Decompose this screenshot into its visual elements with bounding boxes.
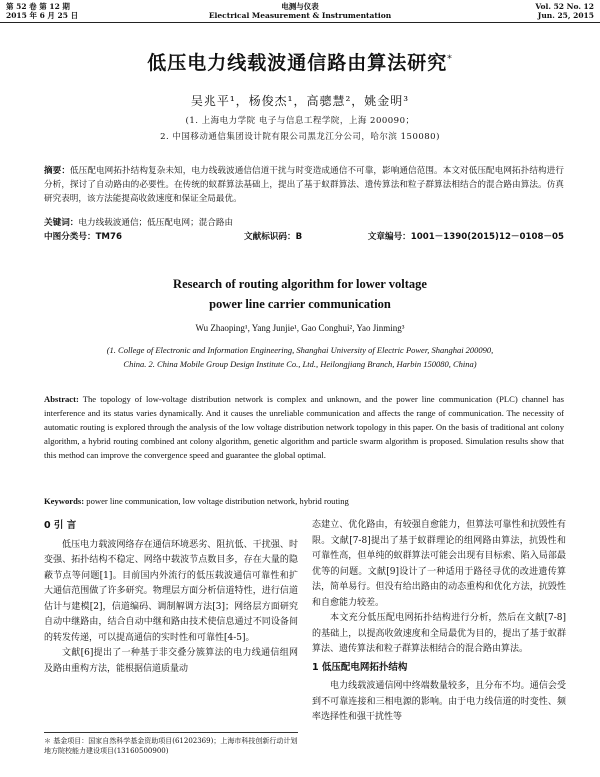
authors-cn: 吴兆平¹，杨俊杰¹，高骢慧²，姚金明³ [190,94,410,108]
journal-header [0,0,600,23]
abstract-en-text: The topology of low-voltage distribution network is complex and unknown, and the power line communication (PLC) channel has interference and its status varies dynamically. And it causes the unreliable communication and affects the range of communication. The necessity of automatic routing is explored through the analysis of the low voltage distribution network topology in this paper. On the basis of traditional ant colony algorithm, a hybrid routing combined ant colony algorithm, genetic algorithm and particle swarm algorithm is proposed. Simulation results show that this method can improve the convergence speed and guarantee the global optimal. [44,394,564,460]
abstract-cn-label: 摘要： [44,166,71,176]
body-paragraph: 态建立、优化路由，有较强自愈能力，但算法可靠性和抗毁性有限。文献[7-8]提出了基于蚁群理论的组网路由算法，抗毁性和可靠性高，但单纯的蚁群算法可能会出现有目标索、陷入局部最优等的问题。文献[9]设计了一种适用于路径寻优的改进遗传算法，简单易行。但没有给出路由的动态重构和优化方法，抗毁性和自愈能力较差。 [312,520,566,608]
body-paragraph: 文献[6]提出了一种基于非交叠分簇算法的电力线通信组网及路由重构方法，能根据信道质量动 [44,648,298,674]
document-code: 文献标识码：B [244,232,303,242]
body-column-left [44,518,298,677]
affiliation-cn-2: 2. 中国移动通信集团设计院有限公司黑龙江分公司，哈尔滨 150080) [160,132,440,142]
clc-number: 中图分类号：TM76 [44,232,122,242]
header-journal-en: Electrical Measurement & Instrumentation [208,11,392,20]
header-vol-en: Vol. 52 No. 12 [535,2,594,11]
section-heading-intro: 0 引 言 [44,520,77,531]
title-text: 低压电力线载波通信路由算法研究 [147,52,448,74]
keywords-en-label: Keywords: [44,496,85,506]
header-vol [535,2,594,20]
abstract-en [44,392,564,462]
paper-title-en [0,274,600,314]
body-paragraph: 本文充分低压配电网拓扑结构进行分析，然后在文献[7-8]的基础上，以提高收敛速度和全局最优为目的，提出了基于蚁群算法、遗传算法和粒子群算法相结合的混合路由算法。 [312,613,566,654]
body-paragraph: 电力线载波通信网中终端数量较多，且分布不均。通信会受到不可靠连接和三相电源的影响。由于电力线信道的时变性、频率选择性和强干扰性等 [312,681,566,722]
header-volume: 第 52 卷 第 12 期 [6,2,70,11]
funding-footnote: ＊ 基金项目：国家自然科学基金资助项目(61202369)；上海市科技创新行动计划地方院校能力建设项目(13160500900) [44,732,298,756]
header-journal [0,2,600,20]
affiliation-en-line2: China. 2. China Mobile Group Design Institute Co., Ltd., Heilongjiang Branch, Harbin 150080, China) [123,359,477,369]
title-en-line2: power line carrier communication [209,297,391,311]
title-en-line1: Research of routing algorithm for lower voltage [173,277,427,291]
keywords-cn-text: 电力线载波通信；低压配电网；混合路由 [78,218,234,228]
body-paragraph: 低压电力载波网络存在通信环境恶劣、阻抗低、干扰强、时变强、拓扑结构不稳定、网络中载波节点数目多，存在大量的隐蔽节点等问题[1]。目前国内外流行的低压载波通信可靠性和扩大通信范围做了许多研究。物理层方面分析信道特性，进行信道估计与建模[2]，信道编码、调制解调方法[3]；网络层方面研究自动中继路由，结合自动中继和路由技术使信息通过不同设备间的转发传递，可以提高通信的实时性和可靠性[4-5]。 [44,539,298,643]
header-date-en: Jun. 25, 2015 [537,11,594,20]
affiliation-en-line1: (1. College of Electronic and Information Engineering, Shanghai University of Electric Power, Shanghai 200090, [106,345,494,355]
article-number: 文章编号：1001－1390(2015)12－0108－05 [367,232,564,242]
header-date-cn: 2015 年 6 月 25 日 [6,11,79,20]
authors-en: Wu Zhaoping¹, Yang Junjie¹, Gao Conghui², Yao Jinming³ [195,323,405,333]
section-heading-topology: 1 低压配电网拓扑结构 [312,661,408,673]
abstract-en-label: Abstract: [44,394,79,404]
keywords-en-text: power line communication, low voltage distribution network, hybrid routing [86,496,349,506]
keywords-cn-label: 关键词： [44,218,79,228]
abstract-cn [44,164,564,206]
header-journal-cn: 电测与仪表 [281,2,319,11]
keywords-cn [44,216,564,230]
title-footnote-mark: * [447,54,453,65]
keywords-en [44,494,564,508]
paper-title-cn [0,48,600,75]
abstract-cn-text: 低压配电网拓扑结构复杂未知，电力线载波通信信道干扰与时变造成通信不可靠，影响通信范围。本文对低压配电网拓扑结构进行分析，探讨了自动路由的必要性。在传统的蚁群算法基础上，提出了基于蚁群算法、遗传算法和粒子群算法相结合的混合路由算法。仿真研究表明，该方法能提高收敛速度和保证全局最优。 [44,166,564,204]
affiliation-en [0,343,600,371]
affiliation-cn-1: (1. 上海电力学院 电子与信息工程学院，上海 200090； [185,116,415,126]
body-column-right [312,518,566,726]
